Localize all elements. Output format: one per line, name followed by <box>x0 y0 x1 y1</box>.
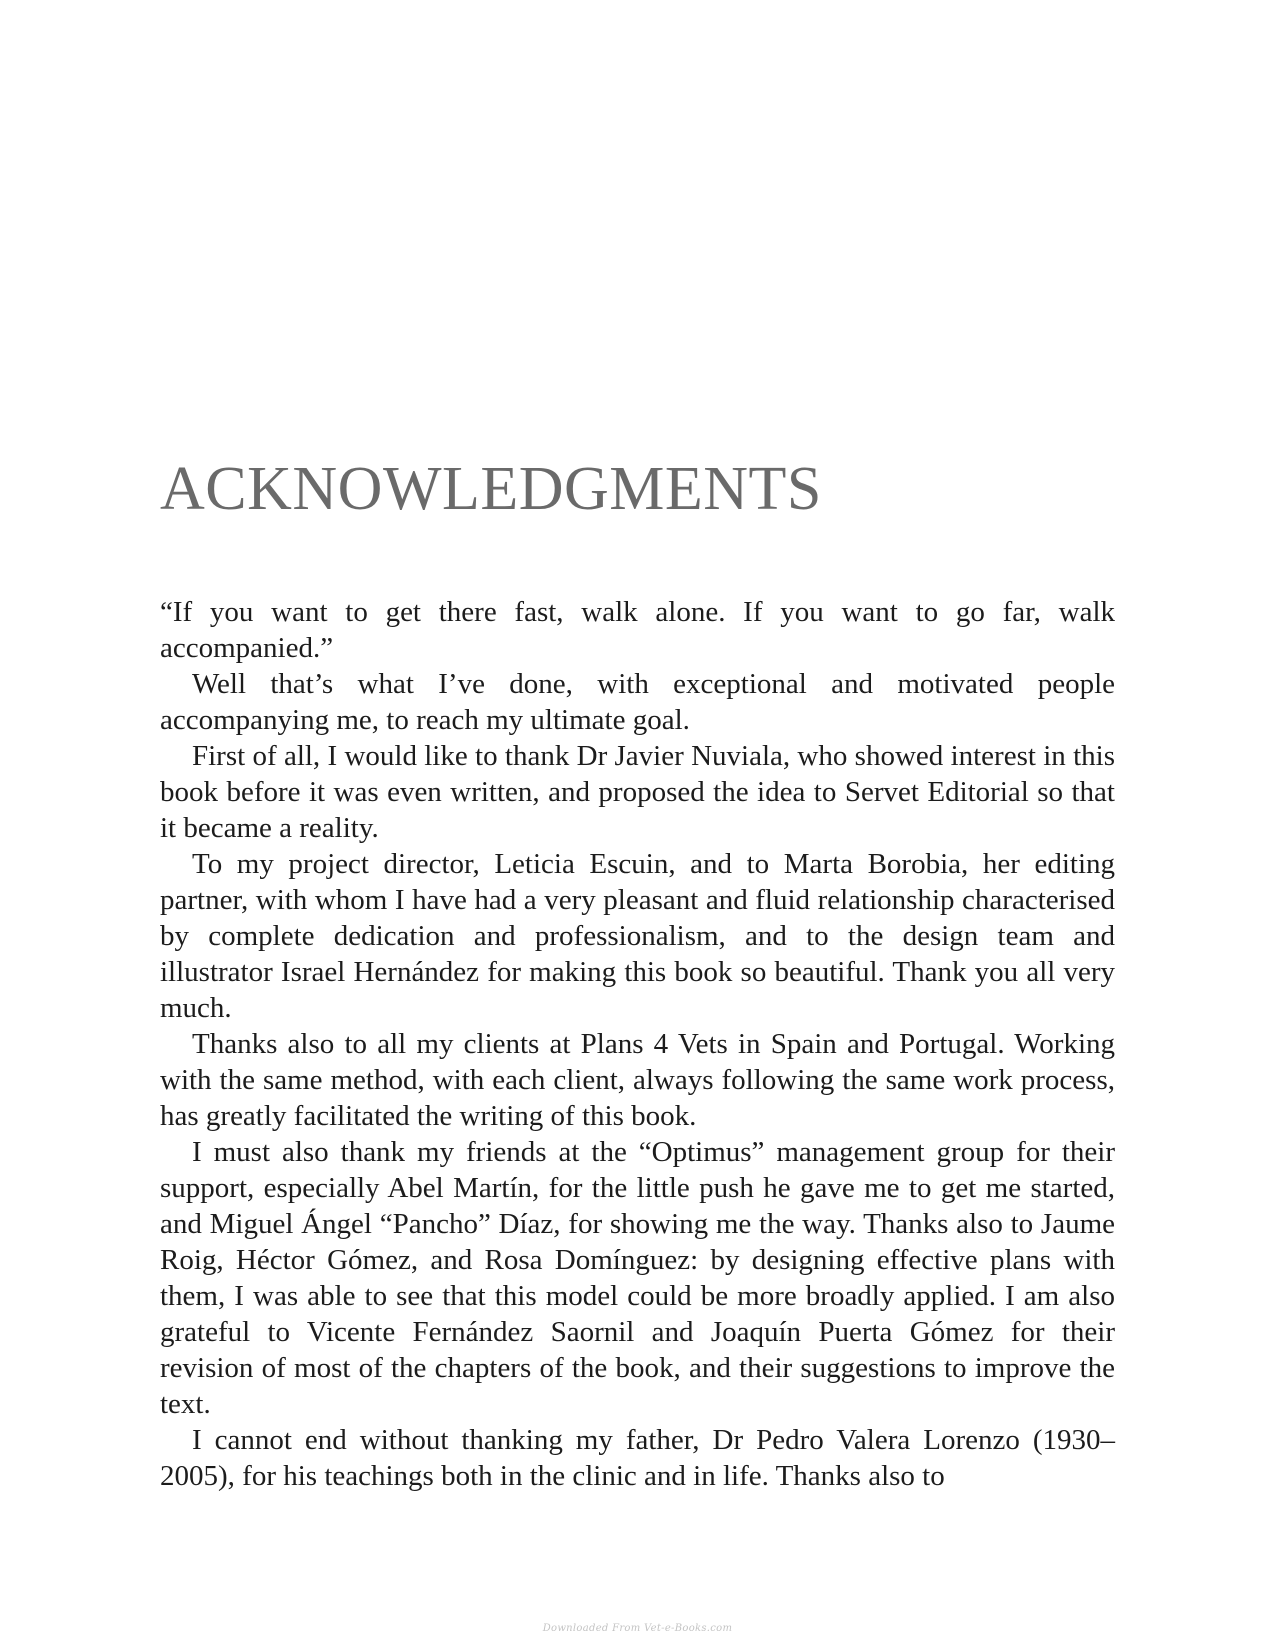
paragraph: Well that’s what I’ve done, with exceptional and motivated people accompanying me, to reach my ultimate goal. <box>160 668 1115 736</box>
page-title: ACKNOWLEDGMENTS <box>160 455 822 523</box>
watermark: Downloaded From Vet-e-Books.com <box>542 1623 733 1634</box>
body-text <box>160 594 1115 1494</box>
paragraph: First of all, I would like to thank Dr Javier Nuviala, who showed interest in this book before it was even written, and proposed the idea to Servet Editorial so that it became a reality. <box>160 740 1115 844</box>
paragraph: To my project director, Leticia Escuin, and to Marta Borobia, her editing partner, with whom I have had a very pleasant and fluid relationship characterised by complete dedication and professionalism, and to the design team and illustrator Israel Hernández for making this book so beautiful. Thank you all very much. <box>160 848 1115 1024</box>
paragraph: I must also thank my friends at the “Optimus” management group for their support, especially Abel Martín, for the little push he gave me to get me started, and Miguel Ángel “Pancho” Díaz, for showing me the way. Thanks also to Jaume Roig, Héctor Gómez, and Rosa Domínguez: by designing effective plans with them, I was able to see that this model could be more broadly applied. I am also grateful to Vicente Fernández Saornil and Joaquín Puerta Gómez for their revision of most of the chapters of the book, and their suggestions to improve the text. <box>160 1136 1115 1420</box>
paragraph: I cannot end without thanking my father, Dr Pedro Valera Lorenzo (1930–2005), for his teachings both in the clinic and in life. Thanks also to <box>160 1424 1115 1492</box>
paragraph-quote: “If you want to get there fast, walk alone. If you want to go far, walk accompanied.” <box>160 596 1115 664</box>
paragraph: Thanks also to all my clients at Plans 4 Vets in Spain and Portugal. Working with the same method, with each client, always following the same work process, has greatly facilitated the writing of this book. <box>160 1028 1115 1132</box>
